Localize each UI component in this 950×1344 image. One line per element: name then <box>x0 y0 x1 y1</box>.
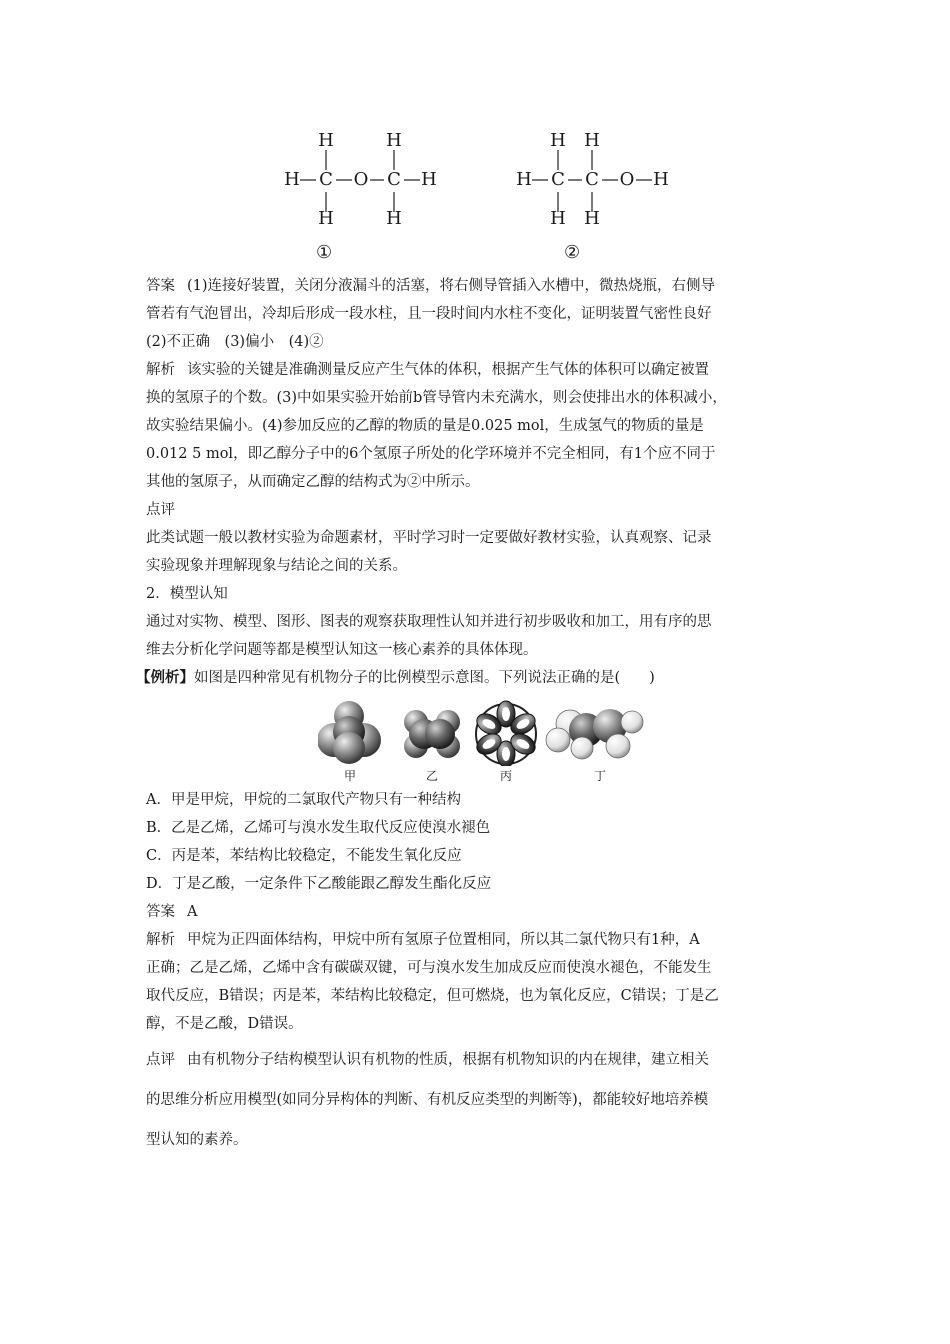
atom-h: H <box>318 130 334 151</box>
text-line: 通过对实物、模型、图形、图表的观察获取理性认知并进行初步吸收和加工，用有序的思 <box>146 614 712 630</box>
atom-h: H <box>550 130 566 151</box>
text-line: 的思维分析应用模型(如同分异构体的判断、有机反应类型的判断等)，都能较好地培养模 <box>146 1092 709 1108</box>
answer-2 <box>146 898 811 926</box>
formula-label-1: ① <box>316 242 333 263</box>
text-line: (2)不正确 (3)偏小 (4)② <box>146 334 324 350</box>
atom-h: H <box>318 208 334 229</box>
atom-h: H <box>516 169 532 190</box>
analysis-1 <box>146 356 811 496</box>
formula-label-2: ② <box>564 242 581 263</box>
text-line: (1)连接好装置，关闭分液漏斗的活塞，将右侧导管插入水槽中，微热烧瓶，右侧导 <box>187 278 716 294</box>
atom-c: C <box>551 169 565 190</box>
text-line: 管若有气泡冒出，冷却后形成一段水柱，且一段时间内水柱不变化，证明装置气密性良好 <box>146 306 712 322</box>
atom-h: H <box>584 208 600 229</box>
option-d: D．丁是乙酸，一定条件下乙酸能跟乙醇发生酯化反应 <box>146 876 492 892</box>
example-tag: 【例析】 <box>136 669 194 686</box>
model-caption: 丁 <box>593 769 606 783</box>
analysis-2 <box>146 926 811 1038</box>
option-c: C．丙是苯，苯结构比较稳定，不能发生氧化反应 <box>146 848 462 864</box>
atom-h: H <box>584 130 600 151</box>
ethylene-model <box>404 710 460 758</box>
text-line: 取代反应，B错误；丙是苯，苯结构比较稳定，但可燃烧，也为氧化反应，C错误；丁是乙 <box>146 988 719 1004</box>
analysis-label: 解析 <box>146 362 175 378</box>
model-caption: 甲 <box>343 769 356 783</box>
atom-h: H <box>550 208 566 229</box>
option-a: A．甲是甲烷，甲烷的二氯取代产物只有一种结构 <box>146 792 461 808</box>
answer-label: 答案 <box>146 278 175 294</box>
text-line: 此类试题一般以教材实验为命题素材，平时学习时一定要做好教材实验，认真观察、记录 <box>146 530 712 546</box>
text-line: 实验现象并理解现象与结论之间的关系。 <box>146 558 407 574</box>
text-line: 醇，不是乙酸，D错误。 <box>146 1016 303 1032</box>
model-caption: 丙 <box>499 769 512 783</box>
atom-c: C <box>319 169 333 190</box>
comment-2 <box>146 1040 811 1160</box>
atom-o: O <box>353 169 369 190</box>
answer-label: 答案 <box>146 904 175 920</box>
atom-h: H <box>386 130 402 151</box>
text-line: 该实验的关键是准确测量反应产生气体的体积，根据产生气体的体积可以确定被置 <box>187 362 709 378</box>
option-b: B．乙是乙烯，乙烯可与溴水发生取代反应使溴水褪色 <box>146 820 491 836</box>
options-list <box>146 786 811 898</box>
benzene-model <box>473 701 539 766</box>
comment-label: 点评 <box>146 502 175 518</box>
atom-h: H <box>386 208 402 229</box>
text-line: 0.012 5 mol，即乙醇分子中的6个氢原子所处的化学环境并不完全相同，有1个应不同于 <box>146 446 716 462</box>
comment-label: 点评 <box>146 1052 175 1068</box>
model-caption: 乙 <box>425 769 438 783</box>
text-line: 故实验结果偏小。(4)参加反应的乙醇的物质的量是0.025 mol，生成氢气的物质的量是 <box>146 418 704 434</box>
text-line: 正确；乙是乙烯，乙烯中含有碳碳双键，可与溴水发生加成反应而使溴水褪色，不能发生 <box>146 960 712 976</box>
text-line: 由有机物分子结构模型认识有机物的性质，根据有机物知识的内在规律，建立相关 <box>187 1052 709 1068</box>
answer-1 <box>146 272 811 356</box>
atom-h: H <box>421 169 437 190</box>
text-line: 甲烷为正四面体结构，甲烷中所有氢原子位置相同，所以其二氯代物只有1种，A <box>187 932 700 948</box>
answer-value: A <box>187 904 198 920</box>
text-line: 换的氢原子的个数。(3)中如果实验开始前b管导管内未充满水，则会使排出水的体积减小， <box>146 390 727 406</box>
analysis-label: 解析 <box>146 932 175 948</box>
atom-h: H <box>653 169 669 190</box>
molecule-models <box>318 700 648 790</box>
section-model-cognition <box>146 580 811 664</box>
molecule-models-image <box>318 700 648 766</box>
question-text: 如图是四种常见有机物分子的比例模型示意图。下列说法正确的是( ) <box>194 670 655 686</box>
comment-1 <box>146 496 811 580</box>
example-question <box>136 664 811 692</box>
structural-formulas <box>270 120 690 270</box>
atom-c: C <box>387 169 401 190</box>
text-line: 型认知的素养。 <box>146 1132 248 1148</box>
ethanol-model <box>546 709 643 759</box>
atom-o: O <box>619 169 635 190</box>
section-heading: 2．模型认知 <box>146 586 228 602</box>
atom-c: C <box>585 169 599 190</box>
text-line: 其他的氢原子，从而确定乙醇的结构式为②中所示。 <box>146 474 480 490</box>
atom-h: H <box>284 169 300 190</box>
text-line: 维去分析化学问题等都是模型认知这一核心素养的具体体现。 <box>146 642 538 658</box>
methane-model <box>318 701 381 764</box>
